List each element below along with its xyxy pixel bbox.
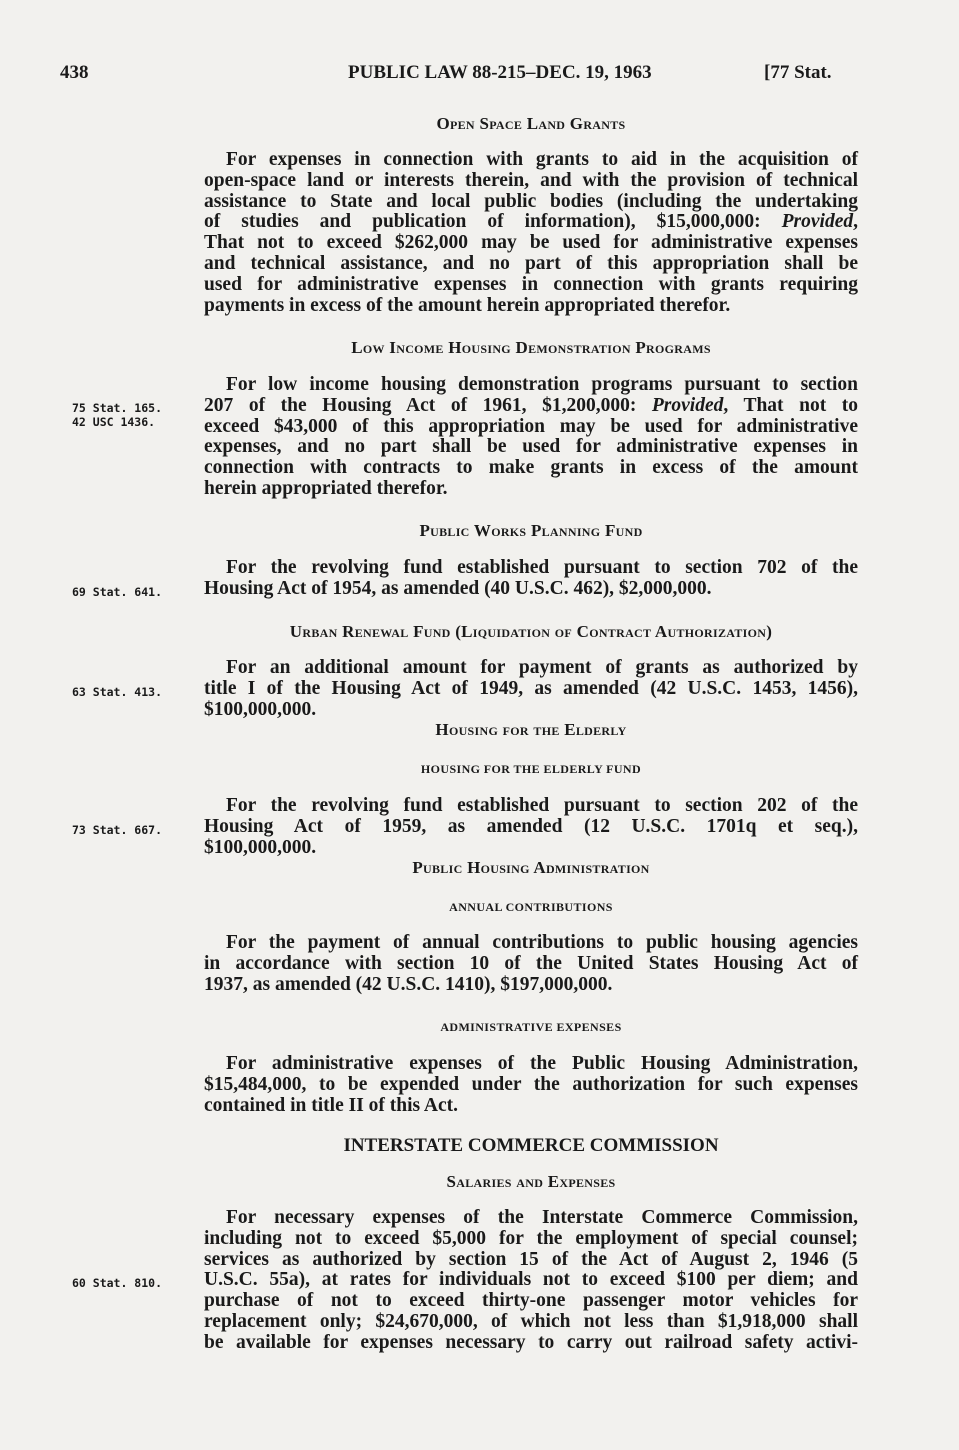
paragraph-low-income [204,375,858,500]
text-line: For expenses in connection with grants to aid in the acquisition of [226,149,858,170]
margin-note-42-usc: 42 USC 1436. [72,415,156,429]
text-line: exceed $43,000 of this appropriation may be used for administrative [204,415,858,437]
text-line: purchase of not to exceed thirty-one passenger motor vehicles for [204,1290,858,1312]
heading-low-income-housing: Low Income Housing Demonstration Programs [351,338,711,357]
text-line: $15,484,000, to be expended under the authorization for such expenses [204,1073,858,1095]
heading-housing-for-elderly: Housing for the Elderly [435,720,627,739]
text-line: be available for expenses necessary to carry out railroad safety activi- [204,1331,858,1353]
provided-italic: Provided [651,394,724,416]
running-title: PUBLIC LAW 88-215–DEC. 19, 1963 [348,62,652,83]
text-line: For an additional amount for payment of grants as authorized by [226,657,858,678]
paragraph-administrative-expenses [204,1054,858,1116]
text-line: For the revolving fund established pursuant to section 702 of the [226,557,858,578]
margin-note-69-stat: 69 Stat. 641. [72,585,163,599]
text-line: For necessary expenses of the Interstate Commerce Commission, [226,1207,858,1228]
text-line: payments in excess of the amount herein appropriated therefor. [204,294,731,316]
text-line: For the payment of annual contributions to public housing agencies [226,932,858,953]
text-line: used for administrative expenses in connection with grants requiring [204,273,858,295]
text-line: 207 of the Housing Act of 1961, $1,200,000: Provided, That not to [204,394,858,416]
text-line: open-space land or interests therein, and with the provision of technical [204,169,858,191]
paragraph-urban-renewal [204,658,858,720]
text-line: For administrative expenses of the Public Housing Administration, [226,1053,858,1074]
heading-public-works-planning: Public Works Planning Fund [419,521,643,540]
provided-italic: Provided [781,211,854,233]
heading-public-housing-administration: Public Housing Administration [412,858,650,877]
text-line: in accordance with section 10 of the United States Housing Act of [204,952,858,974]
text-line: Housing Act of 1954, as amended (40 U.S.C. 462), $2,000,000. [204,577,712,599]
margin-note-75-stat: 75 Stat. 165. [72,401,163,415]
subheading-elderly-fund: HOUSING FOR THE ELDERLY FUND [420,762,642,776]
text-line: $100,000,000. [204,698,317,720]
text-line: of studies and publication of information), $15,000,000: Provided, [204,211,858,233]
paragraph-icc [204,1208,858,1354]
text-line: connection with contracts to make grants in excess of the amount [204,457,858,479]
text-line: and technical assistance, and no part of this appropriation shall be [204,252,858,274]
text-line: expenses, and no part shall be used for administrative expenses in [204,436,858,458]
text-line: contained in title II of this Act. [204,1094,459,1116]
margin-note-60-stat: 60 Stat. 810. [72,1276,163,1290]
margin-note-63-stat: 63 Stat. 413. [72,685,163,699]
page-number: 438 [60,62,89,83]
heading-interstate-commerce-commission: INTERSTATE COMMERCE COMMISSION [343,1135,719,1156]
paragraph-public-works [204,558,858,600]
subheading-administrative-expenses: ADMINISTRATIVE EXPENSES [440,1020,622,1034]
heading-urban-renewal-fund: Urban Renewal Fund (Liquidation of Contract Authorization) [289,622,773,641]
margin-note-73-stat: 73 Stat. 667. [72,823,163,837]
subheading-salaries-and-expenses: Salaries and Expenses [446,1172,616,1191]
text-line: including not to exceed $5,000 for the employment of special counsel; [204,1227,858,1249]
text-line: replacement only; $24,670,000, of which not less than $1,918,000 shall [204,1310,858,1332]
paragraph-elderly [204,796,858,858]
text-line: 1937, as amended (42 U.S.C. 1410), $197,000,000. [204,973,613,995]
text-line: title I of the Housing Act of 1949, as amended (42 U.S.C. 1453, 1456), [204,677,858,699]
volume-reference: [77 Stat. [764,62,832,83]
text-line: For the revolving fund established pursuant to section 202 of the [226,795,858,816]
text-line: Housing Act of 1959, as amended (12 U.S.C. 1701q et seq.), [204,815,858,837]
text-line: U.S.C. 55a), at rates for individuals not to exceed $100 per diem; and [204,1269,858,1291]
paragraph-annual-contributions [204,933,858,995]
text-line: For low income housing demonstration programs pursuant to section [226,374,858,395]
text-line: $100,000,000. [204,836,317,858]
heading-open-space-land-grants: Open Space Land Grants [436,114,626,133]
subheading-annual-contributions: ANNUAL CONTRIBUTIONS [449,900,613,914]
paragraph-open-space [204,150,858,316]
text-line: herein appropriated therefor. [204,477,448,499]
text-line: services as authorized by section 15 of the Act of August 2, 1946 (5 [204,1248,858,1270]
text-line: assistance to State and local public bodies (including the undertaking [204,190,858,212]
text-line: That not to exceed $262,000 may be used for administrative expenses [204,232,858,254]
